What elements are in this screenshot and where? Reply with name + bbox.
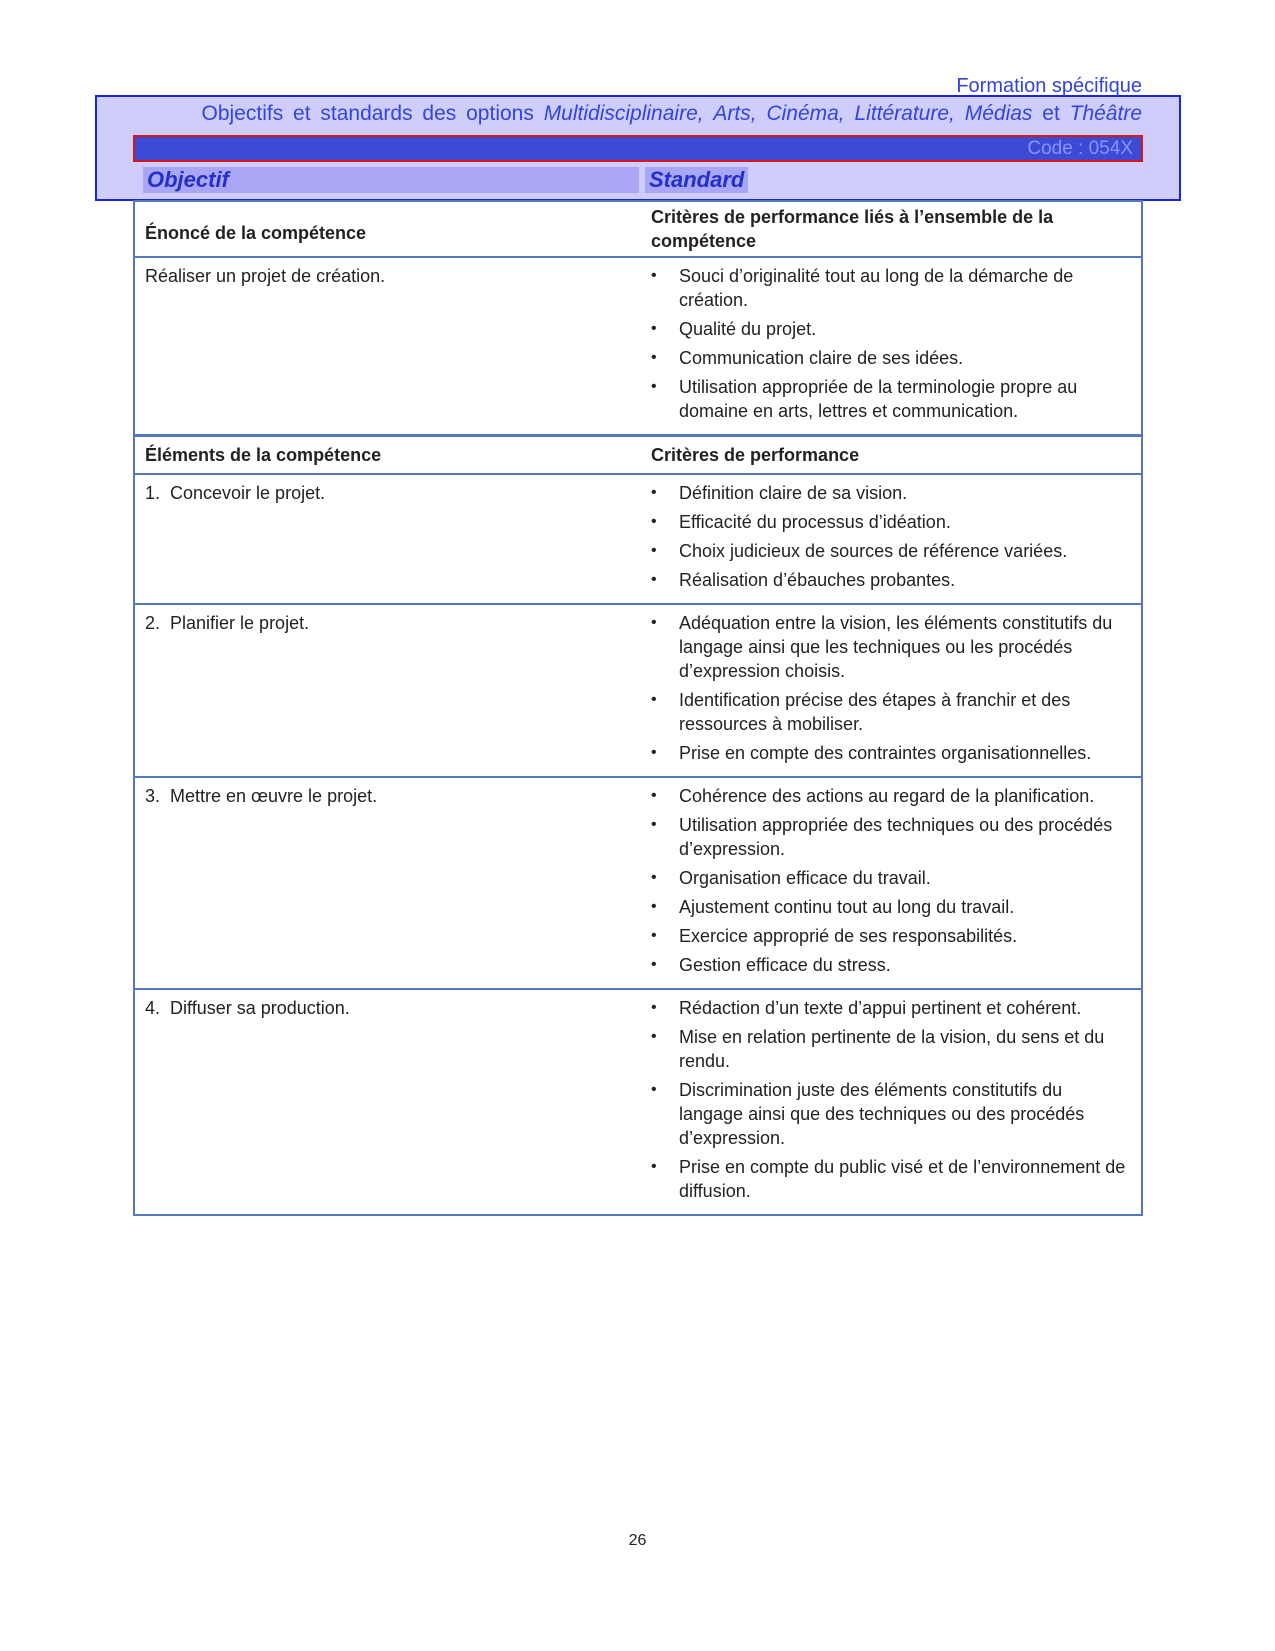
document-subtitle [202,102,1143,126]
competence-header-row [135,202,1141,256]
elements-header: Éléments de la compétence [145,445,382,465]
element-label: 1. Concevoir le projet. [145,483,326,503]
subtitle-prefix: Objectifs et standards des options [201,102,534,125]
competence-table [133,200,1143,436]
standard-heading: Standard [645,167,748,193]
criterion-item: • Qualité du projet. [651,317,1129,341]
competence-statement: Réaliser un projet de création. [145,266,386,286]
criterion-item: • Choix judicieux de sources de référence variées. [651,539,1129,563]
course-code: Code : 054X [1027,138,1133,159]
element-row [135,776,1141,988]
criterion-item: • Organisation efficace du travail. [651,866,1129,890]
code-bar [133,135,1143,162]
criterion-item: • Communication claire de ses idées. [651,346,1129,370]
criterion-item: • Efficacité du processus d’idéation. [651,510,1129,534]
subtitle-option: Cinéma, [766,102,845,125]
element-criteria-cell [641,990,1141,1214]
subtitle-option: Multidisciplinaire, [543,102,704,125]
page-number: 26 [628,1532,647,1549]
criterion-item: • Réalisation d’ébauches probantes. [651,568,1129,592]
global-criteria-header: Critères de performance liés à l’ensemble de la compétence [651,207,1054,251]
criterion-item: • Adéquation entre la vision, les éléments constitutifs du langage ainsi que les techniques ou les procédés d’expression choisis. [651,611,1129,683]
criterion-item: • Utilisation appropriée de la terminologie propre au domaine en arts, lettres et communication. [651,375,1129,423]
element-criteria-list [651,481,1129,592]
competence-row [135,256,1141,434]
criterion-item: • Définition claire de sa vision. [651,481,1129,505]
element-row [135,988,1141,1214]
criterion-item: • Utilisation appropriée des techniques ou des procédés d’expression. [651,813,1129,861]
element-row [135,603,1141,776]
elements-table [133,435,1143,1216]
training-label: Formation spécifique [956,75,1142,97]
criterion-item: • Prise en compte du public visé et de l’environnement de diffusion. [651,1155,1129,1203]
element-criteria-list [651,784,1129,977]
element-criteria-list [651,611,1129,765]
criterion-item: • Discrimination juste des éléments constitutifs du langage ainsi que des techniques ou des procédés d’expression. [651,1078,1129,1150]
elements-header-row [135,437,1141,473]
statement-header: Énoncé de la compétence [145,223,367,243]
criterion-item: • Cohérence des actions au regard de la planification. [651,784,1129,808]
subtitle-option-last: Théâtre [1069,102,1142,125]
element-label: 2. Planifier le projet. [145,613,310,633]
element-criteria-cell [641,475,1141,603]
element-label: 3. Mettre en œuvre le projet. [145,786,378,806]
element-criteria-list [651,996,1129,1203]
criterion-item: • Ajustement continu tout au long du travail. [651,895,1129,919]
criterion-item: • Rédaction d’un texte d’appui pertinent et cohérent. [651,996,1129,1020]
criterion-item: • Identification précise des étapes à franchir et des ressources à mobiliser. [651,688,1129,736]
global-criteria-cell [641,258,1141,434]
criterion-item: • Prise en compte des contraintes organisationnelles. [651,741,1129,765]
objectif-heading: Objectif [143,167,639,193]
criterion-item: • Gestion efficace du stress. [651,953,1129,977]
global-criteria-list [651,264,1129,423]
subtitle-and: et [1042,102,1060,125]
subtitle-option: Littérature, [854,102,955,125]
criteria-header: Critères de performance [651,445,860,465]
element-criteria-cell [641,778,1141,988]
criterion-item: • Mise en relation pertinente de la vision, du sens et du rendu. [651,1025,1129,1073]
subtitle-option: Médias [964,102,1033,125]
element-row [135,473,1141,603]
element-criteria-cell [641,605,1141,776]
element-label: 4. Diffuser sa production. [145,998,350,1018]
criterion-item: • Exercice approprié de ses responsabilités. [651,924,1129,948]
criterion-item: • Souci d’originalité tout au long de la démarche de création. [651,264,1129,312]
subtitle-option: Arts, [713,102,757,125]
